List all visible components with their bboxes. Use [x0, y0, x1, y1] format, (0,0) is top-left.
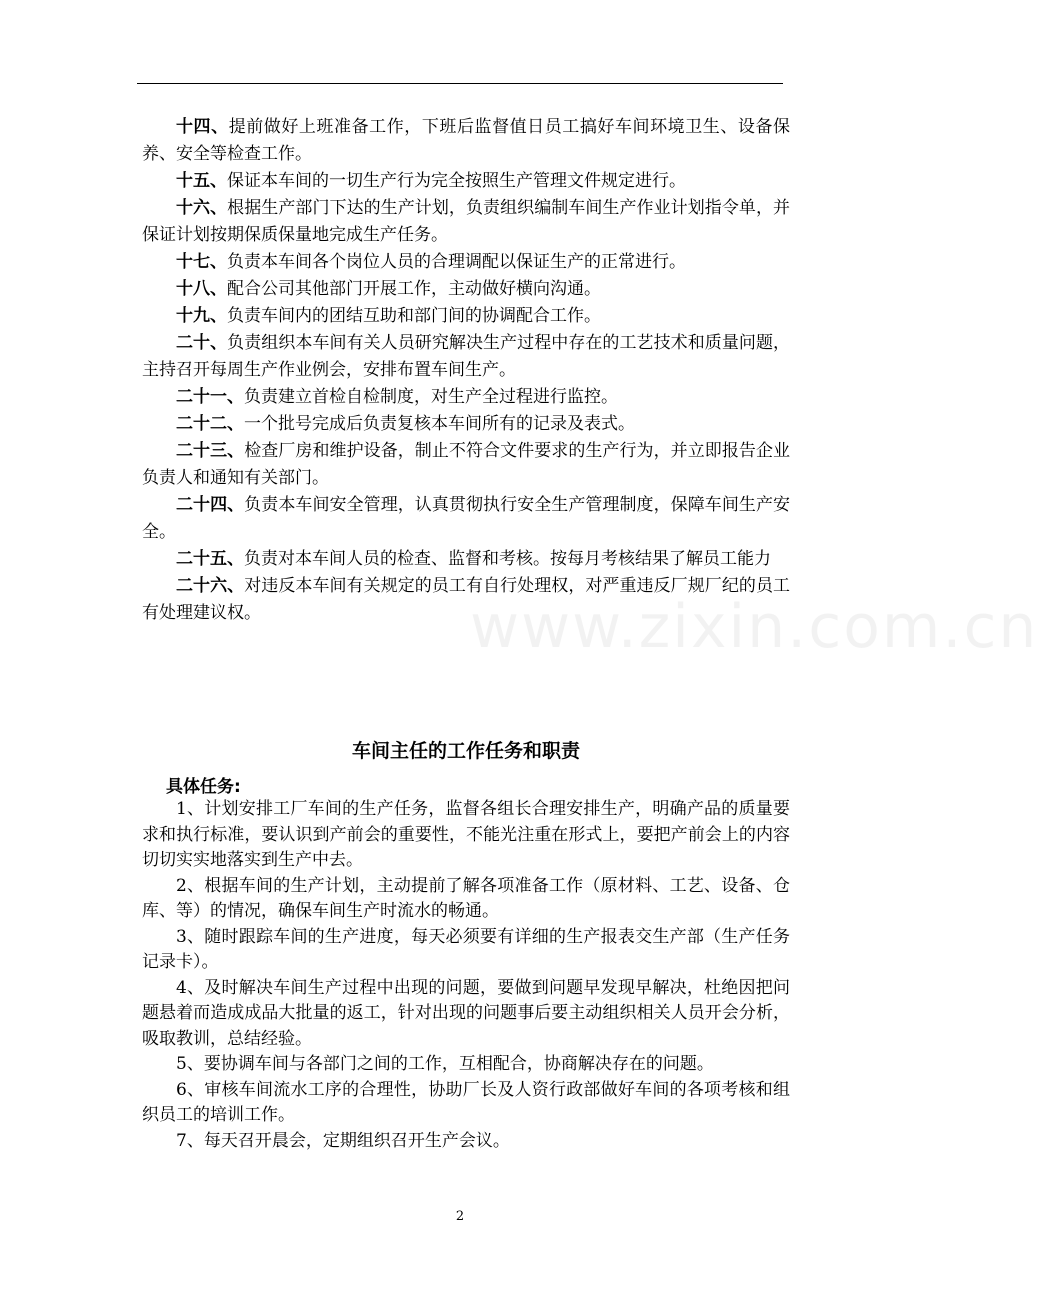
duty-text: 提前做好上班准备工作，下班后监督值日员工搞好车间环境卫生、设备保养、安全等检查工作。 — [142, 117, 791, 164]
duty-lead: 十九、 — [176, 306, 227, 326]
duty-item — [142, 384, 790, 411]
duty-text: 负责车间内的团结互助和部门间的协调配合工作。 — [227, 306, 601, 326]
duty-lead: 二十五、 — [176, 549, 244, 569]
duty-text: 保证本车间的一切生产行为完全按照生产管理文件规定进行。 — [227, 171, 686, 191]
duty-text: 负责本车间各个岗位人员的合理调配以保证生产的正常进行。 — [227, 252, 686, 272]
duty-item — [142, 249, 790, 276]
duty-item — [142, 168, 790, 195]
section-title: 车间主任的工作任务和职责 — [351, 740, 580, 762]
duty-lead: 二十一、 — [176, 387, 244, 407]
duty-lead: 二十六、 — [176, 576, 245, 596]
task-item: 5、要协调车间与各部门之间的工作，互相配合，协商解决存在的问题。 — [176, 1054, 714, 1074]
page-number: 2 — [455, 1209, 465, 1224]
task-item: 6、审核车间流水工序的合理性，协助厂长及人资行政部做好车间的各项考核和组织员工的培训工作。 — [142, 1079, 790, 1125]
duty-lead: 十五、 — [176, 171, 227, 191]
duty-lead: 二十、 — [176, 333, 228, 353]
duty-item — [142, 303, 790, 330]
duty-item — [142, 411, 790, 438]
duty-item — [142, 330, 790, 384]
duty-text: 检查厂房和维护设备，制止不符合文件要求的生产行为，并立即报告企业负责人和通知有关部门。 — [142, 441, 791, 488]
watermark: www.zixin.com.cn — [470, 592, 1038, 662]
duty-text: 根据生产部门下达的生产计划，负责组织编制车间生产作业计划指令单，并保证计划按期保质保量地完成生产任务。 — [142, 198, 790, 245]
duty-lead: 十四、 — [176, 117, 229, 137]
duty-lead: 十八、 — [176, 279, 227, 299]
duty-item — [142, 573, 790, 627]
task-item: 4、及时解决车间生产过程中出现的问题，要做到问题早发现早解决，杜绝因把问题悬着而造成成品大批量的返工，针对出现的问题事后要主动组织相关人员开会分析，吸取教训，总结经验。 — [142, 977, 790, 1049]
tasks-list — [142, 797, 790, 1154]
duty-item — [142, 195, 790, 249]
duty-text: 负责建立首检自检制度，对生产全过程进行监控。 — [244, 387, 618, 407]
duty-text: 对违反本车间有关规定的员工有自行处理权，对严重违反厂规厂纪的员工有处理建议权。 — [142, 576, 791, 623]
duty-item — [142, 276, 790, 303]
duty-lead: 二十三、 — [176, 441, 245, 461]
duty-lead: 十七、 — [176, 252, 227, 272]
duty-item — [142, 438, 790, 492]
duty-item — [142, 546, 790, 573]
task-item: 2、根据车间的生产计划，主动提前了解各项准备工作（原材料、工艺、设备、仓库、等）的情况，确保车间生产时流水的畅通。 — [142, 875, 790, 921]
duty-text: 负责组织本车间有关人员研究解决生产过程中存在的工艺技术和质量问题，主持召开每周生产作业例会，安排布置车间生产。 — [142, 333, 790, 380]
section-subheading: 具体任务: — [166, 777, 241, 797]
duty-item — [142, 114, 790, 168]
duties-list — [142, 114, 790, 627]
header-rule — [137, 83, 783, 84]
duty-text: 一个批号完成后负责复核本车间所有的记录及表式。 — [244, 414, 635, 434]
task-item: 3、随时跟踪车间的生产进度，每天必须要有详细的生产报表交生产部（生产任务记录卡）。 — [142, 926, 790, 972]
duty-lead: 二十二、 — [176, 414, 244, 434]
task-item: 1、计划安排工厂车间的生产任务，监督各组长合理安排生产，明确产品的质量要求和执行标准，要认识到产前会的重要性，不能光注重在形式上，要把产前会上的内容切切实实地落实到生产中去。 — [142, 799, 790, 870]
duty-text: 配合公司其他部门开展工作，主动做好横向沟通。 — [227, 279, 601, 299]
duty-lead: 十六、 — [176, 198, 228, 218]
duty-text: 负责对本车间人员的检查、监督和考核。按每月考核结果了解员工能力 — [244, 549, 771, 569]
duty-item — [142, 492, 790, 546]
duty-lead: 二十四、 — [176, 495, 245, 515]
task-item: 7、每天召开晨会，定期组织召开生产会议。 — [176, 1130, 510, 1151]
duty-text: 负责本车间安全管理，认真贯彻执行安全生产管理制度，保障车间生产安全。 — [142, 495, 791, 542]
